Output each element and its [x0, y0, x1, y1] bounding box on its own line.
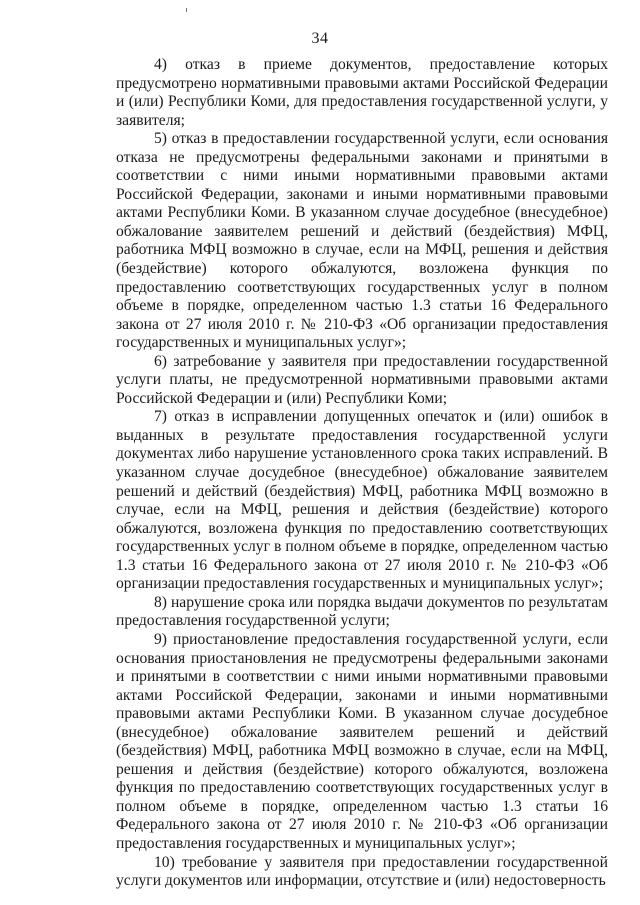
scan-artifact [186, 8, 187, 12]
paragraph-item-7: 7) отказ в исправлении допущенных опечаток и (или) ошибок в выданных в результате предоставления государственной услуги документах либо нарушение установленного срока таких исправлений. В указанном случае досудебное (внесудебное) обжалование заявителем решений и действий (бездействия) МФЦ, работника МФЦ возможно в случае, если на МФЦ, решения и действия (бездействие) которого обжалуются, возложена функция по предоставлению соответствующих государственных услуг в полном объеме в порядке, определенном частью 1.3 статьи 16 Федерального закона от 27 июля 2010 г. № 210-ФЗ «Об организации предоставления государственных и муниципальных услуг»; [116, 408, 608, 593]
paragraph-item-5: 5) отказ в предоставлении государственной услуги, если основания отказа не предусмотрены федеральными законами и принятыми в соответствии с ними иными нормативными правовыми актами Российской Федерации, законами и иными нормативными правовыми актами Республики Коми. В указанном случае досудебное (внесудебное) обжалование заявителем решений и действий (бездействия) МФЦ, работника МФЦ возможно в случае, если на МФЦ, решения и действия (бездействие) которого обжалуются, возложена функция по предоставлению соответствующих государственных услуг в полном объеме в порядке, определенном частью 1.3 статьи 16 Федерального закона от 27 июля 2010 г. № 210-ФЗ «Об организации предоставления государственных и муниципальных услуг»; [116, 130, 608, 352]
document-body [116, 56, 608, 891]
paragraph-item-8: 8) нарушение срока или порядка выдачи документов по результатам предоставления государственной услуги; [116, 593, 608, 630]
page-number: 34 [311, 30, 329, 47]
paragraph-item-6: 6) затребование у заявителя при предоставлении государственной услуги платы, не предусмотренной нормативными правовыми актами Российской Федерации и (или) Республики Коми; [116, 352, 608, 407]
paragraph-item-10: 10) требование у заявителя при предоставлении государственной услуги документов или информации, отсутствие и (или) недостоверность [116, 853, 608, 890]
paragraph-item-9: 9) приостановление предоставления государственной услуги, если основания приостановления не предусмотрены федеральными законами и принятыми в соответствии с ними иными нормативными правовыми актами Российской Федерации, законами и иными нормативными правовыми актами Республики Коми. В указанном случае досудебное (внесудебное) обжалование заявителем решений и действий (бездействия) МФЦ, работника МФЦ возможно в случае, если на МФЦ, решения и действия (бездействие) которого обжалуются, возложена функция по предоставлению соответствующих государственных услуг в полном объеме в порядке, определенном частью 1.3 статьи 16 Федерального закона от 27 июля 2010 г. № 210-ФЗ «Об организации предоставления государственных и муниципальных услуг»; [116, 630, 608, 852]
paragraph-item-4: 4) отказ в приеме документов, предоставление которых предусмотрено нормативными правовыми актами Российской Федерации и (или) Республики Коми, для предоставления государственной услуги, у заявителя; [116, 56, 608, 129]
